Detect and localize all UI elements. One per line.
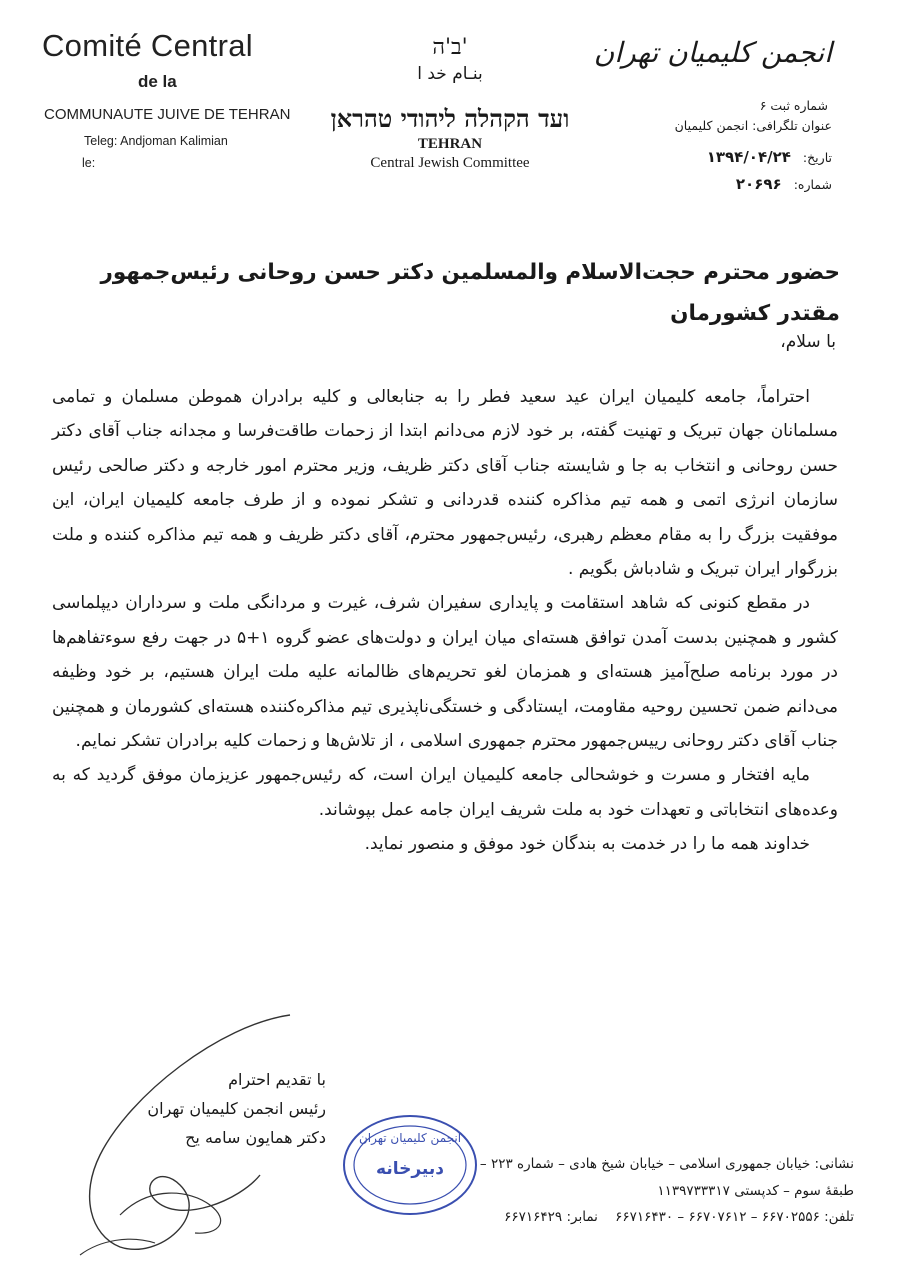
letterhead-telegraph-fr: Teleg: Andjoman Kalimian	[84, 134, 228, 148]
number-row	[736, 175, 832, 193]
letterhead-communaute: COMMUNAUTE JUIVE DE TEHRAN	[44, 106, 291, 123]
date-label: تاریخ:	[802, 150, 832, 165]
letterhead-date-fr: le:	[82, 156, 96, 170]
date-value: ۱۳۹۴/۰۴/۲۴	[706, 148, 791, 166]
letterhead-committee: Central Jewish Committee	[370, 155, 530, 171]
greeting: با سلام،	[780, 332, 836, 352]
paragraph: مایه افتخار و مسرت و خوشحالی جامعه کلیمیان ایران است، که رئیس‌جمهور عزیزمان موفق گردید که به وعده‌های انتخاباتی و تعهدات خود به ملت شریف ایران جامه عمل بپوشاند.	[52, 765, 838, 820]
letterhead-besm: بنـام خد ا	[417, 64, 483, 84]
letterhead-telegraph-fa: عنوان تلگرافی: انجمن کلیمیان	[674, 118, 832, 133]
official-stamp	[340, 1112, 480, 1218]
paragraph: احتراماً، جامعه کلیمیان ایران عید سعید فطر را به جنابعالی و کلیه برادران هموطن مسلمان و تمامی مسلمانان جهان تبریک و تهنیت گفته، بر خود لازم می‌دانم ابتدا از زحمات طاقت‌فرسا و مجدانه جناب آقای دکتر حسن روحانی و انتخاب به جا و شایسته جناب آقای دکتر ظریف، وزیر محترم امور خارجه و دکتر صالحی رئیس سازمان انرژی اتمی و همه تیم مذاکره کننده قدردانی و تشکر نموده و از طرف جامعه کلیمیان ایران، این موفقیت بزرگ را به مقام معظم رهبری، رئیس‌جمهور محترم، آقای دکتر ظریف و همه تیم مذاکره کننده و ملت بزرگوار ایران تبریک و شادباش بگویم .	[52, 387, 838, 580]
footer-postal: طبقهٔ سوم – کدپستی ۱۱۳۹۷۳۳۳۱۷	[657, 1183, 854, 1199]
letterhead-dela: de la	[138, 72, 177, 91]
signer-name: دکتر همایون سامه یح	[185, 1128, 326, 1147]
signer-title: رئیس انجمن کلیمیان تهران	[147, 1099, 326, 1118]
recipient-line: حضور محترم حجت‌الاسلام والمسلمین دکتر حسن روحانی رئیس‌جمهور مقتدر کشورمان	[100, 260, 840, 326]
footer-phones: تلفن: ۶۶۷۰۲۵۵۶ – ۶۶۷۰۷۶۱۲ – ۶۶۷۱۶۴۳۰	[615, 1209, 854, 1225]
letterhead-name-fa: انجمن کلیمیان تهران	[593, 36, 832, 69]
letterhead-title-fr: Comité Central	[42, 28, 253, 63]
number-label: شماره:	[793, 177, 832, 192]
date-row	[707, 148, 832, 166]
stamp-center-text: دبیرخانه	[376, 1159, 444, 1179]
paragraph: خداوند همه ما را در خدمت به بندگان خود موفق و منصور نماید.	[364, 834, 810, 855]
paragraph: در مقطع کنونی که شاهد استقامت و پایداری سفیران شرف، غیرت و مردانگی ملت و سرداران دیپلماسی کشور و همچنین بدست آمدن توافق هسته‌ای میان ایران و دولت‌های عضو گروه ۱+۵ در جهت رفع سوءتفاهم‌ها در مورد برنامه صلح‌آمیز هسته‌ای و همزمان لغو تحریم‌های ظالمانه علیه ملت ایران هستیم، بر خود وظیفه می‌دانم ضمن تحسین روحیه مقاومت، ایستادگی و خستگی‌ناپذیری تیم مذاکره‌کننده هسته‌ای کشورمان و همچنین جناب آقای دکتر روحانی رییس‌جمهور محترم جمهوری اسلامی ، از تلاش‌ها و زحمات کلیه برادران تشکر نمایم.	[52, 593, 838, 752]
letterhead-registration: شماره ثبت ۶	[759, 98, 828, 113]
footer-address: نشانی: خیابان جمهوری اسلامی – خیابان شیخ هادی – شماره ۲۲۳ –	[479, 1156, 854, 1172]
number-value: ۲۰۶۹۶	[735, 175, 782, 193]
footer-contact	[504, 1209, 854, 1225]
letterhead-hebrew-title: ועד הקהלה ליהודי טהראן	[330, 104, 570, 133]
stamp-top-text: انجمن کلیمیان تهران	[358, 1131, 462, 1145]
letter-body	[52, 380, 838, 862]
footer-fax: نمابر: ۶۶۷۱۶۴۲۹	[504, 1209, 598, 1225]
letterhead-tehran: TEHRAN	[417, 136, 483, 152]
closing-phrase: با تقدیم احترام	[228, 1070, 326, 1089]
closing-block	[147, 1065, 326, 1152]
letterhead-bh: ב'ה'	[432, 35, 468, 60]
